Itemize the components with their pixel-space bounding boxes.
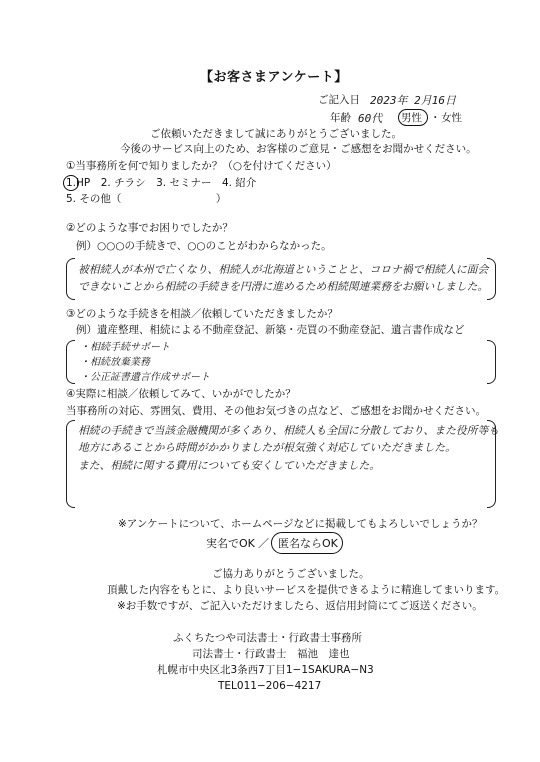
- entry-age-label: 年齢: [330, 112, 351, 124]
- q2-answer-line-2: できないことから相続の手続きを円滑に進めるため相続関連業務をお願いしました。: [78, 280, 489, 293]
- consent-question: ※アンケートについて、ホームページなどに掲載してもよろしいでしょうか？: [118, 518, 483, 530]
- consent-anonymous: 匿名ならOK: [278, 537, 338, 550]
- office-person: 司法書士・行政書士 福池 達也: [192, 648, 350, 660]
- entry-date-value: 2023年 2月16日: [370, 94, 456, 107]
- gender-dot: ・: [430, 112, 441, 124]
- gender-female: 女性: [441, 112, 462, 124]
- q1-options-line-1: 1.HP 2. チラシ 3. セミナー 4. 紹介: [66, 177, 257, 189]
- q3-answer-2: ・相続放棄業務: [80, 357, 150, 368]
- q1-options-line-2: 5. その他（ ）: [66, 193, 227, 205]
- consent-separator: ／: [258, 537, 269, 550]
- q3-question: ③どのような手続きを相談／依頼していただきましたか？: [66, 308, 338, 320]
- q2-example: 例）○○○の手続きで、○○のことがわからなかった。: [76, 240, 332, 252]
- closing-commitment: 頂戴した内容をもとに、より良いサービスを提供できるように精進してまいります。: [107, 584, 506, 596]
- q3-answer-3: ・公正証書遺言作成サポート: [80, 372, 210, 383]
- gender-male: 男性: [401, 112, 422, 124]
- q3-bracket-right: [487, 340, 496, 384]
- q2-answer-line-1: 被相続人が本州で亡くなり、相続人が北海道ということと、コロナ禍で相続人に面会: [78, 263, 489, 276]
- entry-age-value: 60代: [358, 112, 383, 125]
- office-tel: TEL011−206−4217: [218, 680, 322, 692]
- q4-answer-line-2: 地方にあることから時間がかかりましたが根気強く対応していただきました。: [78, 441, 456, 454]
- survey-title: 【お客さまアンケート】: [200, 70, 348, 85]
- entry-date-label: ご記入日: [318, 94, 360, 106]
- q3-bracket-left: [66, 340, 75, 384]
- intro-line-1: ご依頼いただきまして誠にありがとうございました。: [150, 128, 402, 140]
- q2-bracket-left: [66, 258, 75, 300]
- q4-prompt: 当事務所の対応、雰囲気、費用、その他お気づきの点など、ご感想をお聞かせください。: [66, 405, 486, 417]
- q2-question: ②どのような事でお困りでしたか？: [66, 222, 233, 234]
- closing-return-note: ※お手数ですが、ご記入いただけましたら、返信用封筒にてご返送ください。: [117, 600, 483, 612]
- q4-bracket-left: [66, 420, 75, 508]
- q4-answer-line-1: 相続の手続きで当該金融機関が多くあり、相続人も全国に分散しており、また役所等も: [78, 424, 500, 437]
- intro-line-2: 今後のサービス向上のため、お客様のご意見・ご感想をお聞かせください。: [120, 143, 477, 155]
- office-address: 札幌市中央区北3条西7丁目1−1SAKURA−N3: [157, 664, 374, 676]
- office-name: ふくちたつや司法書士・行政書士事務所: [173, 632, 362, 644]
- q4-answer-line-3: また、相続に関する費用についても安くしていただきました。: [78, 459, 381, 472]
- consent-real-name: 実名でOK: [206, 537, 255, 550]
- q4-question: ④実際に相談／依頼してみて、いかがでしたか？: [66, 388, 296, 400]
- q3-example: 例）遺産整理、相続による不動産登記、新築・売買の不動産登記、遺言書作成など: [76, 324, 465, 336]
- q3-answer-1: ・相続手続サポート: [80, 342, 170, 353]
- q2-bracket-right: [487, 258, 496, 300]
- closing-thanks: ご協力ありがとうございました。: [212, 568, 370, 580]
- q1-question: ①当事務所を何で知りましたか？（○を付けてください）: [66, 160, 337, 172]
